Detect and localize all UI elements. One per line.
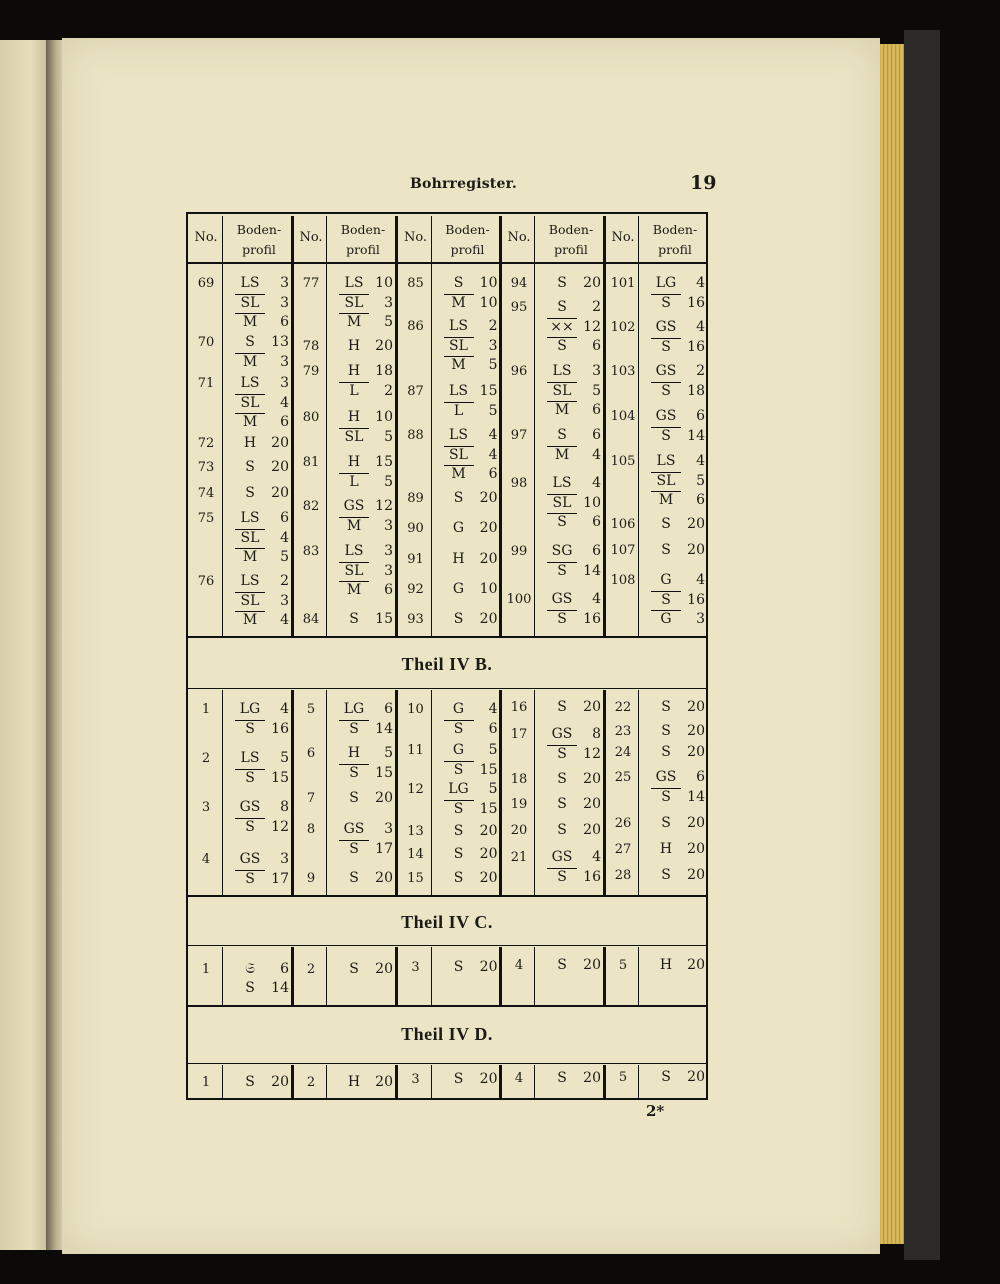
iva-entry-no: 86 xyxy=(407,319,424,334)
iva-soil-layer: S 6 xyxy=(541,513,601,530)
iva-entry-no: 104 xyxy=(610,409,636,424)
ivb-soil-layer: S 20 xyxy=(557,699,601,715)
iva-entry-no: 78 xyxy=(302,339,320,354)
iva-entry-no: 93 xyxy=(407,612,424,627)
row-rule xyxy=(188,1063,706,1064)
header-no: No. xyxy=(299,230,323,245)
iva-soil-layer: SL 5 xyxy=(541,382,601,399)
iva-soil-layer: S 20 xyxy=(245,485,289,501)
header-boden-profil: Boden- profil xyxy=(236,222,282,257)
ivc-soil-layer: S 20 xyxy=(557,957,601,973)
iva-soil-layer: GS 2 xyxy=(655,363,705,379)
iva-soil-layer: S 16 xyxy=(645,591,705,608)
section-title-iv-b: Theil IV B. xyxy=(401,654,493,674)
ivb-entry-no: 22 xyxy=(614,700,632,715)
iva-entry-no: 90 xyxy=(407,521,424,536)
iva-soil-layer: M 10 xyxy=(438,294,498,311)
iva-entry-no: 103 xyxy=(610,364,636,379)
ivc-soil-layer: S 20 xyxy=(453,959,498,975)
iva-entry-no: 99 xyxy=(510,544,528,559)
iva-soil-layer: GS 6 xyxy=(655,408,705,424)
ivd-entry-no: 5 xyxy=(618,1070,628,1085)
iva-entry-no: 82 xyxy=(302,499,320,514)
ivb-soil-layer: LG 5 xyxy=(448,781,498,797)
header-no: No. xyxy=(194,230,218,245)
iva-soil-layer: LS 6 xyxy=(240,510,289,526)
iva-soil-layer: M 5 xyxy=(333,313,393,330)
iva-entry-no: 107 xyxy=(610,543,636,558)
ivb-soil-layer: S 17 xyxy=(229,870,289,887)
header-boden-profil: Boden- profil xyxy=(340,222,386,257)
iva-soil-layer: S 6 xyxy=(557,427,601,443)
ivb-entry-no: 5 xyxy=(306,702,316,717)
iva-soil-layer: SL 3 xyxy=(229,294,289,311)
ivb-entry-no: 25 xyxy=(614,770,632,785)
iva-entry-no: 94 xyxy=(510,276,528,291)
ivb-entry-no: 23 xyxy=(614,724,632,739)
iva-soil-layer: LS 4 xyxy=(656,453,705,469)
iva-entry-no: 70 xyxy=(197,335,215,350)
header-boden-profil: Boden- profil xyxy=(548,222,594,257)
iva-soil-layer: G 10 xyxy=(452,581,498,597)
ivb-soil-layer: S 12 xyxy=(229,818,289,835)
ivb-soil-layer: GS 6 xyxy=(655,769,705,785)
ivb-soil-layer: LG 4 xyxy=(239,701,289,717)
ivb-soil-layer: S 15 xyxy=(229,769,289,786)
ivb-soil-layer: S 16 xyxy=(541,868,601,885)
iva-entry-no: 69 xyxy=(197,276,215,291)
ivb-soil-layer: S 15 xyxy=(438,761,498,778)
ivb-soil-layer: S 20 xyxy=(661,867,705,883)
iva-soil-layer: H 10 xyxy=(347,409,393,425)
iva-soil-layer: LS 4 xyxy=(552,475,601,491)
iva-soil-layer: S 20 xyxy=(557,275,601,291)
left-page-edge xyxy=(0,40,52,1250)
iva-soil-layer: M 4 xyxy=(229,611,289,628)
page-number: 19 xyxy=(690,172,717,194)
iva-soil-layer: GS 4 xyxy=(551,591,601,607)
ivb-soil-layer: S 20 xyxy=(349,790,393,806)
iva-soil-layer: G 4 xyxy=(660,572,705,588)
ivb-soil-layer: S 17 xyxy=(333,840,393,857)
iva-soil-layer: SL 5 xyxy=(645,472,705,489)
iva-soil-layer: L 5 xyxy=(333,473,393,490)
iva-soil-layer: S 16 xyxy=(645,338,705,355)
col-rule-bold xyxy=(499,947,502,1007)
ivd-soil-layer: S 20 xyxy=(661,1069,705,1085)
iva-soil-layer: S 20 xyxy=(661,516,705,532)
iva-soil-layer: S 16 xyxy=(541,610,601,627)
ivb-soil-layer: S 15 xyxy=(333,764,393,781)
book-cover xyxy=(904,30,940,1260)
ivc-soil-layer: 𝔖 6 xyxy=(245,961,289,977)
ivb-soil-layer: LS 5 xyxy=(240,750,289,766)
iva-soil-layer: S 6 xyxy=(541,337,601,354)
iva-soil-layer: M 6 xyxy=(438,465,498,482)
iva-soil-layer: S 13 xyxy=(245,334,289,350)
iva-entry-no: 95 xyxy=(510,300,528,315)
ivb-soil-layer: S 20 xyxy=(453,870,498,886)
ivb-soil-layer: G 5 xyxy=(452,742,498,758)
iva-entry-no: 75 xyxy=(197,511,215,526)
iva-entry-no: 83 xyxy=(302,544,320,559)
ivc-entry-no: 1 xyxy=(201,962,211,977)
ivb-entry-no: 26 xyxy=(614,816,632,831)
col-rule-thin xyxy=(638,690,639,897)
col-rule-bold xyxy=(603,690,606,897)
iva-soil-layer: LS 3 xyxy=(240,275,289,291)
iva-soil-layer: M 6 xyxy=(333,581,393,598)
ivb-soil-layer: LG 6 xyxy=(343,701,393,717)
ivb-soil-layer: S 20 xyxy=(557,822,601,838)
ivb-soil-layer: S 20 xyxy=(661,815,705,831)
iva-soil-layer: S 20 xyxy=(453,490,498,506)
iva-soil-layer: H 18 xyxy=(347,363,393,379)
iva-soil-layer: M 6 xyxy=(541,401,601,418)
header-no: No. xyxy=(611,230,635,245)
ivd-soil-layer: S 20 xyxy=(245,1074,289,1090)
iva-soil-layer: H 20 xyxy=(347,338,393,354)
ivb-entry-no: 16 xyxy=(510,700,528,715)
ivb-soil-layer: S 16 xyxy=(229,720,289,737)
iva-soil-layer: H 20 xyxy=(243,435,289,451)
header-no: No. xyxy=(403,230,428,245)
ivb-soil-layer: S 20 xyxy=(661,744,705,760)
iva-soil-layer: S 2 xyxy=(557,299,601,315)
ivb-entry-no: 28 xyxy=(614,868,632,883)
ivc-entry-no: 4 xyxy=(514,958,524,973)
ivb-soil-layer: H 5 xyxy=(347,745,393,761)
ivd-entry-no: 4 xyxy=(514,1071,524,1086)
ivb-soil-layer: S 20 xyxy=(349,870,393,886)
iva-entry-no: 106 xyxy=(610,517,636,532)
iva-soil-layer: G 3 xyxy=(645,610,705,627)
iva-soil-layer: S 20 xyxy=(245,459,289,475)
iva-entry-no: 77 xyxy=(302,276,320,291)
ivb-soil-layer: S 20 xyxy=(661,699,705,715)
iva-soil-layer: M 6 xyxy=(229,313,289,330)
iva-soil-layer: S 18 xyxy=(645,382,705,399)
ivb-entry-no: 4 xyxy=(201,852,211,867)
running-head: Bohrregister. xyxy=(410,176,517,192)
iva-soil-layer: SL 4 xyxy=(229,394,289,411)
iva-soil-layer: SL 4 xyxy=(229,529,289,546)
col-rule-bold xyxy=(499,690,502,897)
iva-soil-layer: S 10 xyxy=(453,275,498,291)
col-rule-thin xyxy=(326,947,327,1007)
ivb-soil-layer: H 20 xyxy=(659,841,705,857)
row-rule xyxy=(188,688,706,689)
iva-soil-layer: LS 3 xyxy=(344,543,393,559)
iva-entry-no: 102 xyxy=(610,320,636,335)
section-title-iv-c: Theil IV C. xyxy=(401,912,493,932)
iva-entry-no: 76 xyxy=(197,574,215,589)
ivb-entry-no: 1 xyxy=(201,702,211,717)
iva-soil-layer: H 20 xyxy=(452,551,498,567)
ivc-soil-layer: H 20 xyxy=(659,957,705,973)
iva-soil-layer: ×× 12 xyxy=(541,318,601,335)
row-rule xyxy=(188,945,706,946)
header-boden-profil: Boden- profil xyxy=(445,222,490,257)
col-rule-bold xyxy=(603,947,606,1007)
iva-entry-no: 85 xyxy=(407,276,424,291)
iva-soil-layer: LS 2 xyxy=(449,318,498,334)
ivb-soil-layer: G 4 xyxy=(452,701,498,717)
iva-entry-no: 81 xyxy=(302,455,320,470)
iva-soil-layer: G 20 xyxy=(452,520,498,536)
ivb-entry-no: 3 xyxy=(201,800,211,815)
ivb-entry-no: 15 xyxy=(407,871,424,886)
ivb-soil-layer: GS 3 xyxy=(343,821,393,837)
iva-soil-layer: M 5 xyxy=(438,356,498,373)
row-rule xyxy=(188,262,706,264)
iva-soil-layer: LG 4 xyxy=(655,275,705,291)
col-rule-thin xyxy=(431,947,432,1007)
header-boden-profil: Boden- profil xyxy=(652,222,698,257)
iva-soil-layer: S 20 xyxy=(661,542,705,558)
iva-entry-no: 96 xyxy=(510,364,528,379)
iva-soil-layer: H 15 xyxy=(347,454,393,470)
col-rule-thin xyxy=(222,947,223,1007)
iva-soil-layer: M 4 xyxy=(541,446,601,463)
ivc-entry-no: 3 xyxy=(411,960,420,975)
ivb-entry-no: 7 xyxy=(306,791,316,806)
iva-soil-layer: GS 12 xyxy=(343,498,393,514)
ivb-entry-no: 14 xyxy=(407,847,424,862)
ivb-entry-no: 20 xyxy=(510,823,528,838)
row-rule xyxy=(188,895,706,897)
iva-entry-no: 74 xyxy=(197,486,215,501)
iva-soil-layer: L 5 xyxy=(438,402,498,419)
ivd-soil-layer: S 20 xyxy=(453,1071,498,1087)
iva-entry-no: 100 xyxy=(506,592,532,607)
iva-entry-no: 84 xyxy=(302,612,320,627)
ivb-entry-no: 21 xyxy=(510,850,528,865)
iva-entry-no: 105 xyxy=(610,454,636,469)
iva-entry-no: 80 xyxy=(302,410,320,425)
iva-soil-layer: S 15 xyxy=(349,611,393,627)
bore-register-table xyxy=(186,212,708,1100)
iva-soil-layer: SL 3 xyxy=(438,337,498,354)
col-rule-bold xyxy=(395,947,398,1007)
ivc-entry-no: 2 xyxy=(306,962,316,977)
page-edges xyxy=(876,44,904,1244)
iva-entry-no: 79 xyxy=(302,364,320,379)
iva-soil-layer: S 16 xyxy=(645,294,705,311)
iva-soil-layer: SL 3 xyxy=(229,592,289,609)
ivd-entry-no: 3 xyxy=(411,1072,420,1087)
iva-soil-layer: M 3 xyxy=(333,517,393,534)
iva-soil-layer: GS 4 xyxy=(655,319,705,335)
ivb-soil-layer: S 20 xyxy=(661,723,705,739)
ivc-entry-no: 5 xyxy=(618,958,628,973)
iva-soil-layer: SG 6 xyxy=(551,543,601,559)
iva-entry-no: 98 xyxy=(510,476,528,491)
ivb-soil-layer: S 12 xyxy=(541,745,601,762)
iva-soil-layer: M 3 xyxy=(229,353,289,370)
iva-soil-layer: LS 10 xyxy=(344,275,393,291)
ivb-entry-no: 27 xyxy=(614,842,632,857)
iva-soil-layer: SL 5 xyxy=(333,428,393,445)
ivd-entry-no: 1 xyxy=(201,1075,211,1090)
iva-soil-layer: SL 3 xyxy=(333,562,393,579)
ivb-soil-layer: S 20 xyxy=(453,846,498,862)
iva-entry-no: 91 xyxy=(407,552,424,567)
ivb-entry-no: 2 xyxy=(201,751,211,766)
iva-soil-layer: M 6 xyxy=(645,491,705,508)
ivd-entry-no: 2 xyxy=(306,1075,316,1090)
ivb-soil-layer: GS 4 xyxy=(551,849,601,865)
iva-entry-no: 92 xyxy=(407,582,424,597)
ivb-soil-layer: GS 8 xyxy=(239,799,289,815)
iva-entry-no: 71 xyxy=(197,376,215,391)
iva-soil-layer: LS 3 xyxy=(240,375,289,391)
row-rule xyxy=(188,1005,706,1007)
iva-soil-layer: S 20 xyxy=(453,611,498,627)
ivb-entry-no: 6 xyxy=(306,746,316,761)
ivb-entry-no: 11 xyxy=(407,743,424,758)
iva-soil-layer: M 6 xyxy=(229,413,289,430)
ivb-entry-no: 10 xyxy=(407,702,424,717)
col-rule-thin xyxy=(534,947,535,1007)
ivb-entry-no: 12 xyxy=(407,782,424,797)
col-rule-thin xyxy=(534,690,535,897)
ivb-soil-layer: S 6 xyxy=(438,720,498,737)
iva-soil-layer: M 5 xyxy=(229,548,289,565)
ivb-soil-layer: S 14 xyxy=(333,720,393,737)
iva-soil-layer: LS 2 xyxy=(240,573,289,589)
iva-entry-no: 101 xyxy=(610,276,636,291)
ivd-soil-layer: H 20 xyxy=(347,1074,393,1090)
iva-soil-layer: SL 10 xyxy=(541,494,601,511)
iva-entry-no: 73 xyxy=(197,460,215,475)
ivb-entry-no: 9 xyxy=(306,871,316,886)
iva-entry-no: 88 xyxy=(407,428,424,443)
iva-entry-no: 87 xyxy=(407,384,424,399)
iva-soil-layer: S 14 xyxy=(645,427,705,444)
ivb-entry-no: 8 xyxy=(306,822,316,837)
ivb-soil-layer: GS 8 xyxy=(551,726,601,742)
iva-entry-no: 89 xyxy=(407,491,424,506)
ivc-soil-layer: S 14 xyxy=(245,980,289,996)
iva-entry-no: 72 xyxy=(197,436,215,451)
ivc-soil-layer: S 20 xyxy=(349,961,393,977)
ivb-entry-no: 17 xyxy=(510,727,528,742)
signature-mark: 2* xyxy=(646,1102,665,1120)
iva-entry-no: 108 xyxy=(610,573,636,588)
iva-soil-layer: LS 4 xyxy=(449,427,498,443)
section-title-iv-d: Theil IV D. xyxy=(401,1024,493,1044)
ivb-entry-no: 24 xyxy=(614,745,632,760)
ivb-soil-layer: S 20 xyxy=(453,823,498,839)
col-rule-bold xyxy=(291,947,294,1007)
iva-soil-layer: S 14 xyxy=(541,562,601,579)
iva-soil-layer: SL 4 xyxy=(438,446,498,463)
col-rule-thin xyxy=(638,947,639,1007)
ivb-entry-no: 13 xyxy=(407,824,424,839)
ivd-soil-layer: S 20 xyxy=(557,1070,601,1086)
iva-soil-layer: SL 3 xyxy=(333,294,393,311)
ivb-soil-layer: S 14 xyxy=(645,788,705,805)
iva-soil-layer: LS 15 xyxy=(449,383,498,399)
row-rule xyxy=(188,636,706,638)
header-no: No. xyxy=(507,230,531,245)
iva-entry-no: 97 xyxy=(510,428,528,443)
ivb-soil-layer: S 20 xyxy=(557,796,601,812)
ivb-soil-layer: S 20 xyxy=(557,771,601,787)
ivb-soil-layer: GS 3 xyxy=(239,851,289,867)
iva-soil-layer: LS 3 xyxy=(552,363,601,379)
ivb-soil-layer: S 15 xyxy=(438,800,498,817)
ivb-entry-no: 19 xyxy=(510,797,528,812)
ivb-entry-no: 18 xyxy=(510,772,528,787)
iva-soil-layer: L 2 xyxy=(333,382,393,399)
